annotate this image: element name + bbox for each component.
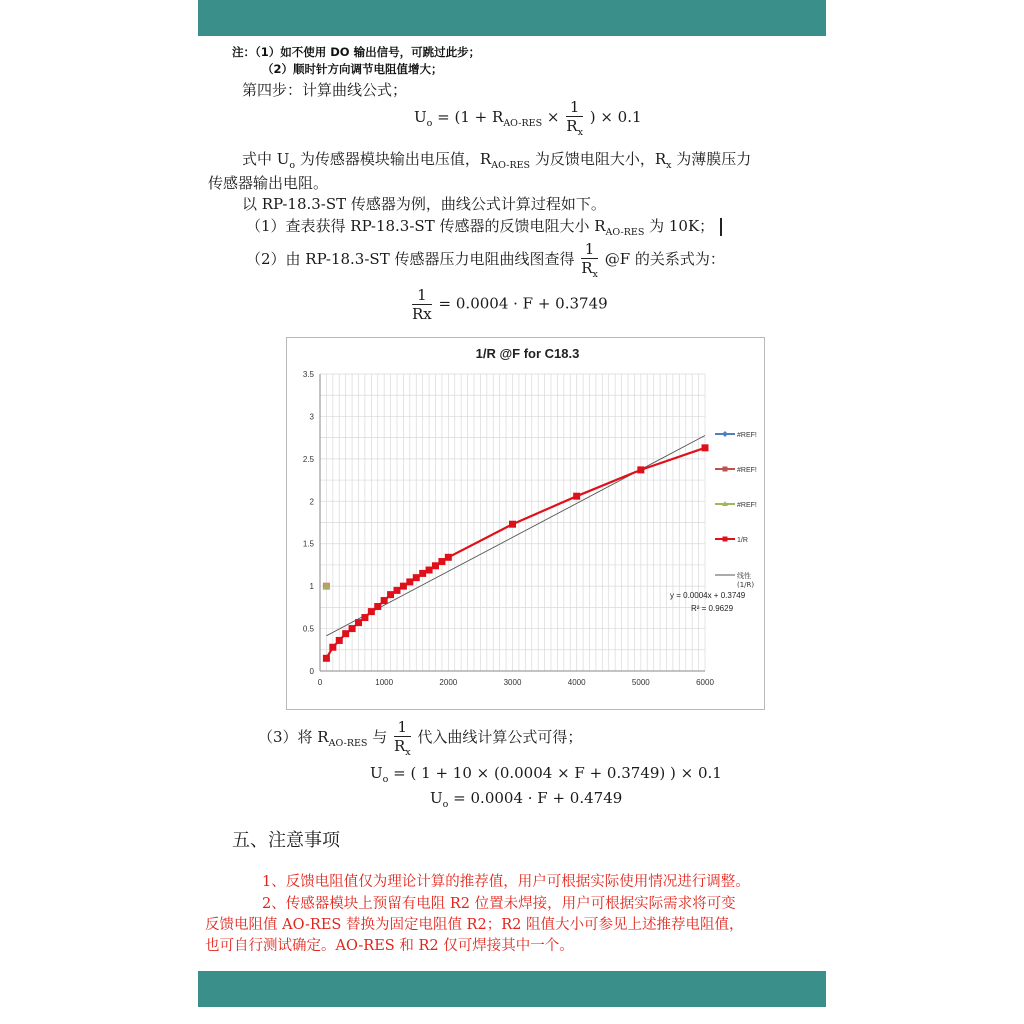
data-point <box>573 493 580 500</box>
data-point <box>637 466 644 473</box>
data-point <box>426 567 433 574</box>
explain-d: 为薄膜压力 <box>671 150 752 168</box>
final-lhs: U <box>430 789 443 807</box>
data-point <box>349 625 356 632</box>
fit-rhs: = 0.0004 · F + 0.3749 <box>438 294 608 313</box>
legend-label: #REF! <box>737 502 757 509</box>
legend-label: #REF! <box>737 467 757 474</box>
x-tick-label: 6000 <box>696 678 714 687</box>
x-tick-label: 5000 <box>631 678 650 687</box>
warning-1: 1、反馈电阻值仅为理论计算的推荐值，用户可根据实际使用情况进行调整。 <box>262 874 750 890</box>
item-3-fraction <box>394 718 411 758</box>
formula-final <box>430 789 623 810</box>
item-1-sub: AO-RES <box>605 227 645 238</box>
y-tick-label: 2 <box>309 497 314 507</box>
data-point <box>419 570 426 577</box>
final-lhs-sub: o <box>442 799 449 810</box>
item-3-den-sub: x <box>405 747 411 758</box>
data-point <box>432 562 439 569</box>
item-2 <box>246 240 725 280</box>
y-tick-label: 0.5 <box>302 624 314 634</box>
item-3-den-r: R <box>393 737 406 755</box>
text-cursor <box>720 218 722 236</box>
y-tick-label: 3 <box>309 412 314 422</box>
item-2-tail: @F 的关系式为： <box>604 250 725 268</box>
trendline <box>326 436 705 636</box>
legend-label: 1/R <box>737 537 748 544</box>
formula-post: ) × 0.1 <box>589 108 642 126</box>
fit-fraction <box>412 286 432 323</box>
data-point <box>438 558 445 565</box>
explain-line-2: 传感器输出电阻。 <box>208 174 329 192</box>
data-point <box>400 583 407 590</box>
x-tick-label: 2000 <box>439 678 458 687</box>
item-2-text: （2）由 RP-18.3-ST 传感器压力电阻曲线图查得 <box>246 250 575 268</box>
fraction-denominator <box>566 117 583 138</box>
explain-c: 为反馈电阻大小，R <box>530 150 667 168</box>
y-tick-label: 0 <box>309 667 314 676</box>
y-tick-label: 1 <box>309 582 314 592</box>
trend-equation: y = 0.0004x + 0.3749 <box>670 591 746 600</box>
explain-c-sub: x <box>666 160 672 171</box>
item-2-den-sub: x <box>592 269 598 280</box>
item-1-tail: 为 10K； <box>644 217 715 235</box>
header-band <box>198 0 826 36</box>
sub-lhs: U <box>370 764 383 782</box>
data-point <box>702 444 709 451</box>
note-line-1: 注：（1）如不使用 DO 输出信号，可跳过此步； <box>232 45 481 59</box>
trend-r2: R² = 0.9629 <box>691 604 734 613</box>
warning-2c: 也可自行测试确定。AO-RES 和 R2 仅可焊接其中一个。 <box>205 938 574 954</box>
formula-r-sub: AO-RES <box>503 118 543 129</box>
item-1-text: （1）查表获得 RP-18.3-ST 传感器的反馈电阻大小 R <box>246 217 606 235</box>
den-sub: x <box>577 127 583 138</box>
chart <box>286 337 765 710</box>
formula-pre: = (1 + R <box>437 108 504 126</box>
x-tick-label: 3000 <box>503 678 522 687</box>
sub-lhs-sub: o <box>382 774 389 785</box>
x-tick-label: 4000 <box>567 678 586 687</box>
explain-a: 式中 U <box>242 150 290 168</box>
data-point <box>342 630 349 637</box>
warning-2b: 反馈电阻值 AO-RES 替换为固定电阻值 R2；R2 阻值大小可参见上述推荐电阻值， <box>205 917 744 933</box>
explain-line-3: 以 RP-18.3-ST 传感器为例，曲线公式计算过程如下。 <box>242 195 606 213</box>
formula-lhs-sub: o <box>426 118 433 129</box>
item-1 <box>246 215 722 236</box>
note-line-2: （2）顺时针方向调节电阻值增大； <box>262 62 443 76</box>
formula-mult: × <box>546 108 560 126</box>
section-heading: 五、注意事项 <box>232 830 340 851</box>
fraction-numerator: 1 <box>566 98 583 117</box>
chart-title: 1/R @F for C18.3 <box>475 346 580 361</box>
data-point <box>394 587 401 594</box>
formula-fit <box>410 286 608 323</box>
legend-label: #REF! <box>737 432 757 439</box>
formula-lhs: U <box>414 108 427 126</box>
legend-marker <box>723 537 728 542</box>
explain-b-sub: AO-RES <box>491 160 531 171</box>
data-point <box>355 619 362 626</box>
item-3 <box>258 718 582 758</box>
item-2-den-r: R <box>581 259 593 277</box>
data-point <box>329 644 336 651</box>
legend-trend-label-1: 线性 <box>737 572 751 580</box>
footer-band <box>198 971 826 1007</box>
item-3-tail: 代入曲线计算公式可得； <box>417 728 583 746</box>
explain-line-1 <box>242 148 751 169</box>
legend-trend-label-2: (1/R) <box>737 581 755 589</box>
item-2-fraction <box>581 240 598 280</box>
warning-2a: 2、传感器模块上预留有电阻 R2 位置未焊接，用户可根据实际需求将可变 <box>262 896 736 912</box>
explain-a-sub: o <box>289 160 296 171</box>
item-3-den <box>394 737 411 758</box>
final-rhs: = 0.0004 · F + 0.4749 <box>453 789 623 807</box>
legend-marker <box>722 431 728 437</box>
item-2-den <box>581 259 598 280</box>
item-3-pre: （3）将 R <box>258 728 329 746</box>
data-point <box>323 655 330 662</box>
item-3-sub: AO-RES <box>328 738 368 749</box>
step-heading: 第四步：计算曲线公式； <box>242 81 408 99</box>
y-tick-label: 2.5 <box>302 454 314 464</box>
data-point <box>361 614 368 621</box>
data-point <box>336 637 343 644</box>
explain-b: 为传感器模块输出电压值，R <box>295 150 492 168</box>
data-point <box>381 597 388 604</box>
data-point <box>413 574 420 581</box>
data-point <box>406 578 413 585</box>
fit-num: 1 <box>412 286 432 305</box>
y-tick-label: 3.5 <box>302 370 314 379</box>
data-point <box>387 591 394 598</box>
formula-substituted <box>370 764 722 785</box>
data-point <box>374 603 381 610</box>
den-r: R <box>566 117 578 135</box>
x-tick-label: 0 <box>317 678 323 687</box>
series-line <box>326 448 705 658</box>
data-point <box>509 521 516 528</box>
sub-rhs: = ( 1 + 10 × (0.0004 × F + 0.3749) ) × 0.1 <box>393 764 722 782</box>
fit-den: Rx <box>412 305 432 323</box>
y-tick-label: 1.5 <box>302 539 314 549</box>
data-point <box>368 608 375 615</box>
item-2-num: 1 <box>581 240 598 259</box>
chart-svg <box>287 338 764 709</box>
item-3-mid: 与 <box>367 728 388 746</box>
x-tick-label: 1000 <box>375 678 394 687</box>
item-3-num: 1 <box>394 718 411 737</box>
data-point <box>445 554 452 561</box>
legend-marker <box>723 467 728 472</box>
formula-output-voltage <box>414 98 642 138</box>
formula-fraction <box>566 98 583 138</box>
